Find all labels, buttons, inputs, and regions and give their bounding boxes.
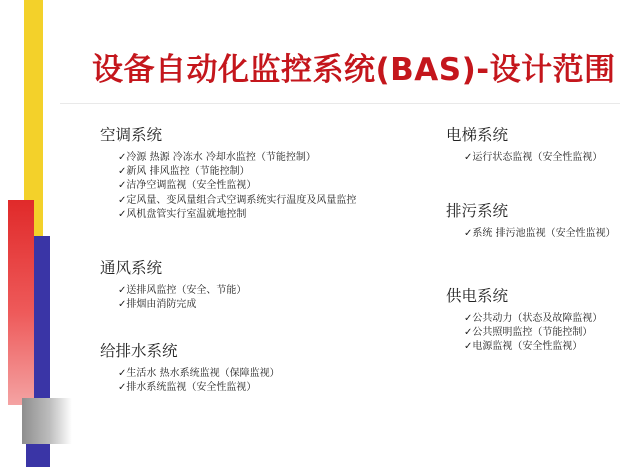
section-elevator (446, 125, 602, 165)
check-icon: ✓ (464, 313, 473, 324)
list-item: ✓洁净空调监视（安全性监视） (118, 180, 257, 192)
check-icon: ✓ (118, 285, 127, 296)
list-item: ✓新风 排风监控（节能控制） (118, 166, 250, 178)
section-heading: 供电系统 (446, 287, 509, 305)
check-icon: ✓ (464, 327, 473, 339)
check-icon: ✓ (118, 208, 127, 220)
section-heading: 通风系统 (100, 259, 163, 277)
item-list (118, 284, 246, 312)
list-item: ✓排水系统监视（安全性监视） (118, 382, 257, 394)
check-icon: ✓ (118, 382, 127, 394)
slide-title: 设备自动化监控系统(BAS)-设计范围 (92, 52, 616, 88)
section-ventilation (100, 258, 246, 312)
section-heading: 空调系统 (100, 126, 163, 144)
check-icon: ✓ (464, 228, 473, 239)
list-item: ✓排烟由消防完成 (118, 299, 197, 311)
check-icon: ✓ (118, 166, 127, 178)
list-item: ✓冷源 热源 冷冻水 冷却水监控（节能控制） (118, 152, 316, 163)
decorative-gray-block (22, 398, 72, 444)
decorative-red-bar (8, 200, 34, 405)
list-item: ✓生活水 热水系统监视（保障监视） (118, 368, 280, 379)
list-item: ✓运行状态监视（安全性监视） (464, 152, 603, 163)
title-divider (60, 103, 620, 104)
section-hvac (100, 125, 356, 222)
section-heading: 给排水系统 (100, 342, 178, 360)
section-water (100, 341, 280, 395)
check-icon: ✓ (118, 299, 127, 311)
check-icon: ✓ (464, 341, 473, 353)
list-item: ✓风机盘管实行室温就地控制 (118, 208, 247, 220)
section-sewage (446, 201, 616, 241)
list-item: ✓公共照明监控（节能控制） (464, 327, 593, 339)
list-item: ✓电源监视（安全性监视） (464, 341, 583, 353)
check-icon: ✓ (118, 368, 127, 379)
list-item: ✓定风量、变风量组合式空调系统实行温度及风量监控 (118, 194, 357, 206)
list-item: ✓送排风监控（安全、节能） (118, 285, 247, 296)
item-list (464, 312, 602, 355)
check-icon: ✓ (118, 152, 127, 163)
check-icon: ✓ (118, 194, 127, 206)
list-item: ✓系统 排污池监视（安全性监视） (464, 228, 616, 239)
section-heading: 排污系统 (446, 202, 509, 220)
item-list (118, 367, 280, 395)
item-list (118, 151, 356, 222)
section-heading: 电梯系统 (446, 126, 509, 144)
list-item: ✓公共动力（状态及故障监视） (464, 313, 603, 324)
section-power (446, 286, 602, 355)
item-list (464, 151, 602, 165)
check-icon: ✓ (464, 152, 473, 163)
item-list (464, 227, 616, 241)
check-icon: ✓ (118, 180, 127, 192)
